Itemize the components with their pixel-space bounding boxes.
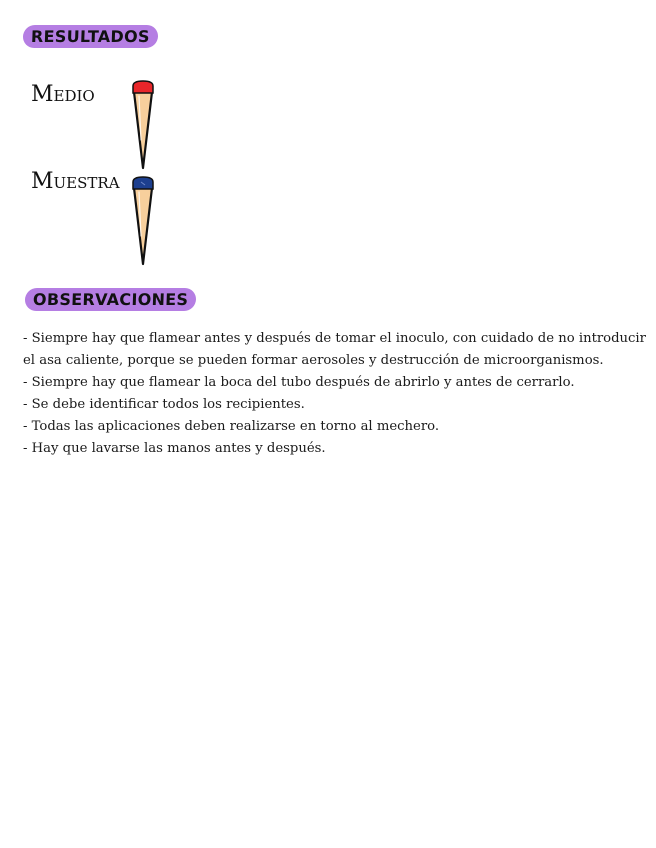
test-tube-medio-icon (130, 80, 156, 172)
observacion-item: - Se debe identificar todos los recipientes. (23, 397, 305, 412)
resultados-heading: RESULTADOS (23, 25, 159, 48)
muestra-label: Muestra (31, 169, 120, 194)
observacion-item: - Siempre hay que flamear la boca del tubo después de abrirlo y antes de cerrarlo. (23, 375, 575, 390)
observaciones-heading: OBSERVACIONES (25, 288, 197, 311)
medio-label: Medio (31, 82, 95, 107)
observaciones-list (23, 328, 648, 460)
test-tube-muestra-icon (130, 176, 156, 268)
observacion-item: - Todas las aplicaciones deben realizarse en torno al mechero. (23, 419, 440, 434)
observacion-item: - Siempre hay que flamear antes y después de tomar el inoculo, con cuidado de no introducir el asa caliente, porque se pueden formar aerosoles y destrucción de microorganismos. (23, 331, 646, 368)
observacion-item: - Hay que lavarse las manos antes y después. (23, 441, 326, 456)
